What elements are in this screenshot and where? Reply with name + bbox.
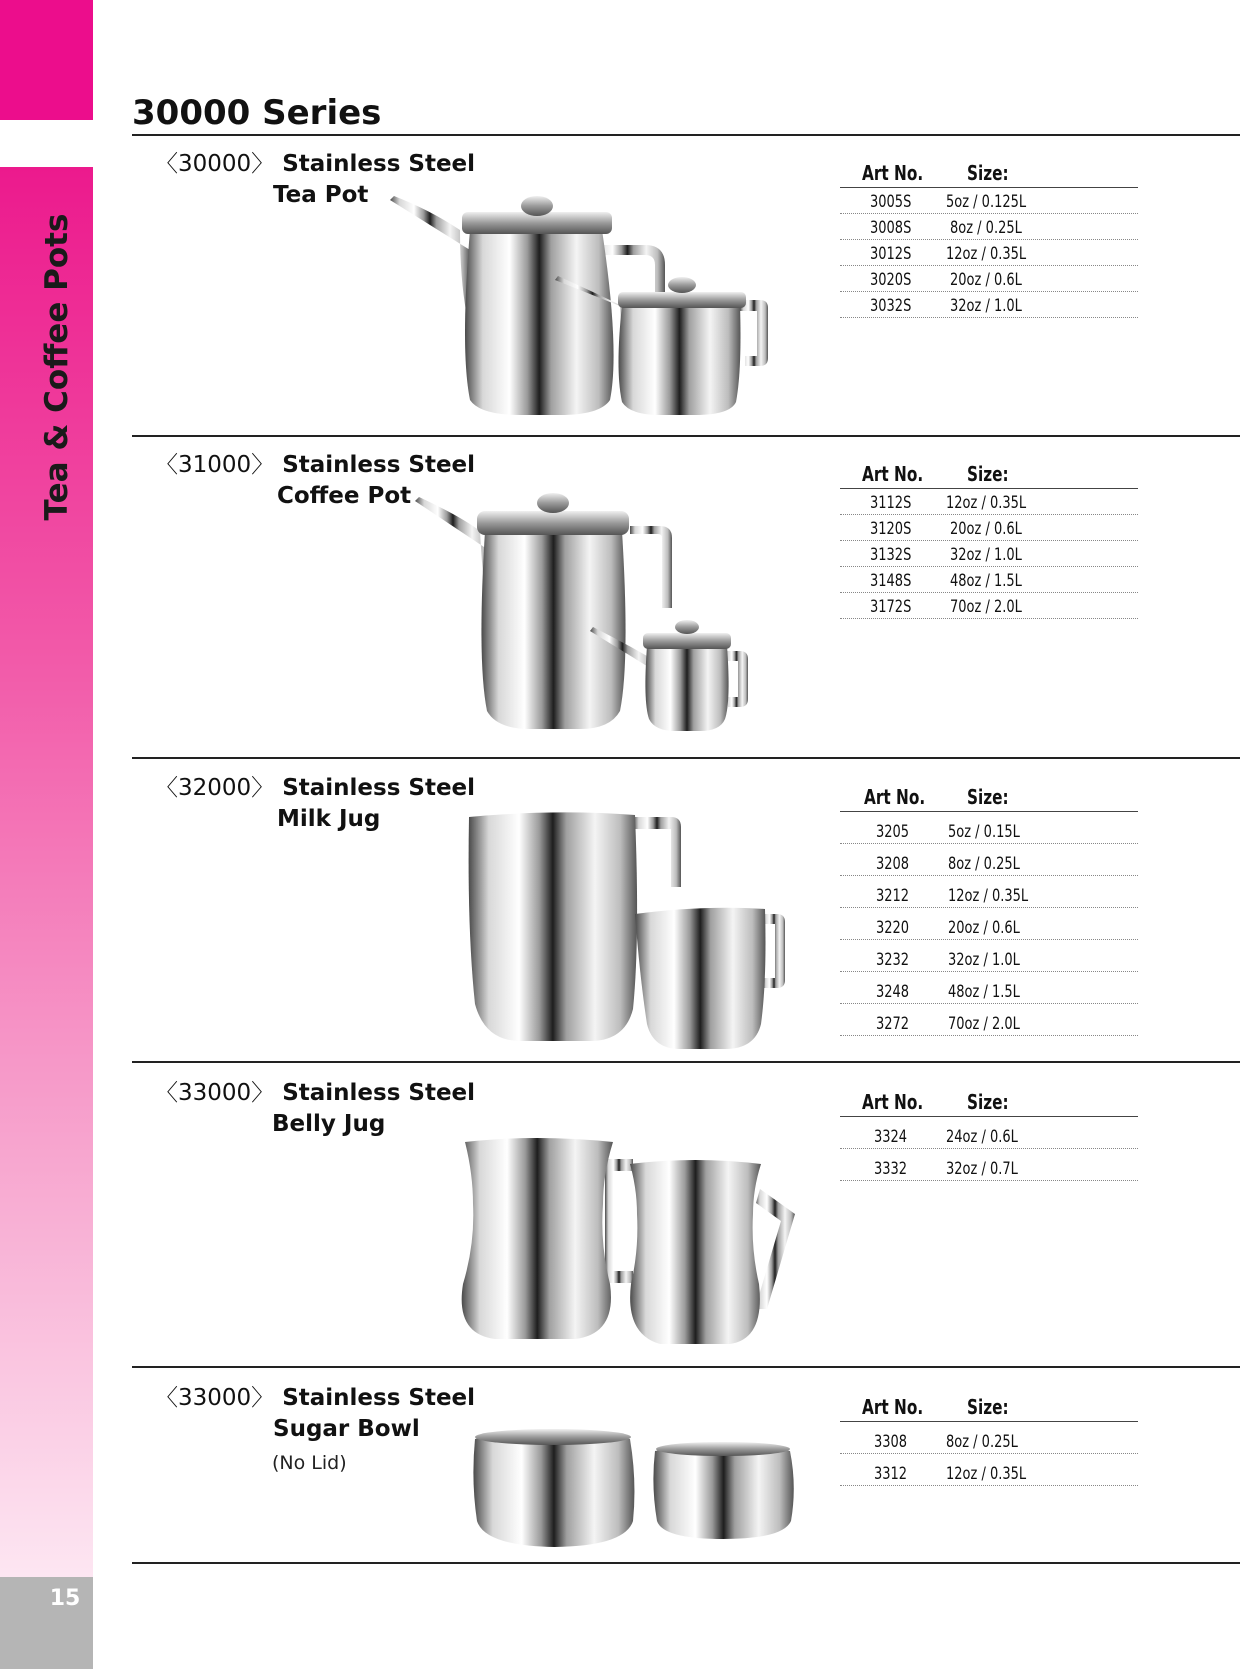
size-value: 20oz / 0.6L	[950, 270, 1022, 290]
spec-row	[840, 940, 1138, 972]
divider-rule	[132, 1562, 1240, 1564]
size-value: 8oz / 0.25L	[950, 218, 1022, 238]
size-value: 5oz / 0.15L	[948, 822, 1020, 842]
page-number: 15	[49, 1586, 81, 1611]
size-value: 5oz / 0.125L	[946, 192, 1027, 212]
spec-table	[840, 155, 1138, 318]
art-no-header: Art No.	[862, 1090, 924, 1114]
spec-table	[840, 456, 1138, 619]
size-value: 12oz / 0.35L	[946, 493, 1027, 513]
spec-row	[840, 489, 1138, 515]
size-value: 12oz / 0.35L	[946, 1464, 1027, 1484]
divider-rule	[132, 435, 1240, 437]
size-value: 70oz / 2.0L	[948, 1014, 1020, 1034]
art-no: 3312	[874, 1464, 908, 1484]
product-material: Stainless Steel	[282, 775, 476, 801]
size-value: 32oz / 0.7L	[946, 1159, 1018, 1179]
art-no: 3005S	[870, 192, 912, 212]
art-no-header: Art No.	[862, 1395, 924, 1419]
art-no: 3308	[874, 1432, 908, 1452]
spec-row	[840, 1422, 1138, 1454]
product-heading	[155, 769, 475, 802]
art-no: 3232	[876, 950, 910, 970]
art-no: 3212	[876, 886, 910, 906]
size-header: Size:	[967, 1395, 1009, 1419]
art-no: 3332	[874, 1159, 908, 1179]
art-no: 3172S	[870, 597, 912, 617]
size-header: Size:	[967, 161, 1009, 185]
art-no-header: Art No.	[862, 462, 924, 486]
divider-rule	[132, 1061, 1240, 1063]
size-header: Size:	[967, 462, 1009, 486]
size-value: 12oz / 0.35L	[946, 244, 1027, 264]
art-no-header: Art No.	[862, 161, 924, 185]
size-value: 8oz / 0.25L	[946, 1432, 1018, 1452]
product-name: Tea Pot	[273, 182, 369, 208]
product-code: 〈33000〉	[155, 1080, 275, 1106]
product-heading	[155, 1379, 475, 1412]
product-name: Belly Jug	[272, 1111, 386, 1137]
spec-table	[840, 1389, 1138, 1486]
size-value: 32oz / 1.0L	[950, 545, 1022, 565]
art-no: 3272	[876, 1014, 910, 1034]
size-value: 48oz / 1.5L	[950, 571, 1022, 591]
size-header: Size:	[967, 1090, 1009, 1114]
spec-table	[840, 779, 1138, 1036]
spec-row	[840, 812, 1138, 844]
spec-header	[840, 456, 1138, 489]
coffee-pot-image	[415, 481, 795, 741]
art-no: 3008S	[870, 218, 912, 238]
product-code: 〈33000〉	[155, 1385, 275, 1411]
spec-table	[840, 1084, 1138, 1181]
spec-row	[840, 1149, 1138, 1181]
art-no: 3012S	[870, 244, 912, 264]
art-no: 3112S	[870, 493, 912, 513]
spec-row	[840, 292, 1138, 318]
size-value: 8oz / 0.25L	[948, 854, 1020, 874]
art-no: 3148S	[870, 571, 912, 591]
corner-accent-block	[0, 0, 93, 120]
art-no: 3208	[876, 854, 910, 874]
divider-rule	[132, 134, 1240, 136]
size-header: Size:	[967, 785, 1009, 809]
divider-rule	[132, 757, 1240, 759]
sidebar-title	[0, 167, 93, 567]
product-code: 〈30000〉	[155, 151, 275, 177]
product-note: (No Lid)	[272, 1452, 347, 1474]
milk-jug-image	[465, 809, 805, 1054]
art-no: 3205	[876, 822, 910, 842]
product-material: Stainless Steel	[282, 151, 476, 177]
art-no-header: Art No.	[864, 785, 926, 809]
sidebar-title-text: Tea & Coffee Pots	[39, 213, 75, 521]
spec-row	[840, 266, 1138, 292]
size-value: 20oz / 0.6L	[950, 519, 1022, 539]
product-code: 〈32000〉	[155, 775, 275, 801]
product-name: Sugar Bowl	[273, 1416, 420, 1442]
spec-row	[840, 515, 1138, 541]
product-material: Stainless Steel	[282, 1080, 476, 1106]
sugar-bowl-image	[465, 1421, 815, 1551]
art-no: 3120S	[870, 519, 912, 539]
tea-pot-image	[390, 170, 810, 420]
product-material: Stainless Steel	[282, 452, 476, 478]
product-name: Coffee Pot	[277, 483, 412, 509]
size-value: 20oz / 0.6L	[948, 918, 1020, 938]
size-value: 48oz / 1.5L	[948, 982, 1020, 1002]
product-name: Milk Jug	[277, 806, 381, 832]
size-value: 70oz / 2.0L	[950, 597, 1022, 617]
spec-row	[840, 908, 1138, 940]
spec-row	[840, 240, 1138, 266]
size-value: 24oz / 0.6L	[946, 1127, 1018, 1147]
size-value: 32oz / 1.0L	[948, 950, 1020, 970]
spec-row	[840, 876, 1138, 908]
product-code: 〈31000〉	[155, 452, 275, 478]
size-value: 32oz / 1.0L	[950, 296, 1022, 316]
spec-row	[840, 593, 1138, 619]
art-no: 3032S	[870, 296, 912, 316]
spec-row	[840, 541, 1138, 567]
spec-row	[840, 972, 1138, 1004]
product-material: Stainless Steel	[282, 1385, 476, 1411]
art-no: 3324	[874, 1127, 908, 1147]
spec-row	[840, 1454, 1138, 1486]
spec-header	[840, 779, 1138, 812]
spec-row	[840, 188, 1138, 214]
spec-row	[840, 214, 1138, 240]
spec-header	[840, 155, 1138, 188]
divider-rule	[132, 1366, 1240, 1368]
product-heading	[155, 446, 475, 479]
art-no: 3020S	[870, 270, 912, 290]
belly-jug-image	[455, 1134, 825, 1354]
art-no: 3220	[876, 918, 910, 938]
spec-header	[840, 1084, 1138, 1117]
spec-row	[840, 1004, 1138, 1036]
spec-row	[840, 567, 1138, 593]
size-value: 12oz / 0.35L	[948, 886, 1029, 906]
product-heading	[155, 1074, 475, 1107]
art-no: 3248	[876, 982, 910, 1002]
art-no: 3132S	[870, 545, 912, 565]
spec-header	[840, 1389, 1138, 1422]
spec-row	[840, 1117, 1138, 1149]
series-title: 30000 Series	[132, 93, 382, 133]
spec-row	[840, 844, 1138, 876]
